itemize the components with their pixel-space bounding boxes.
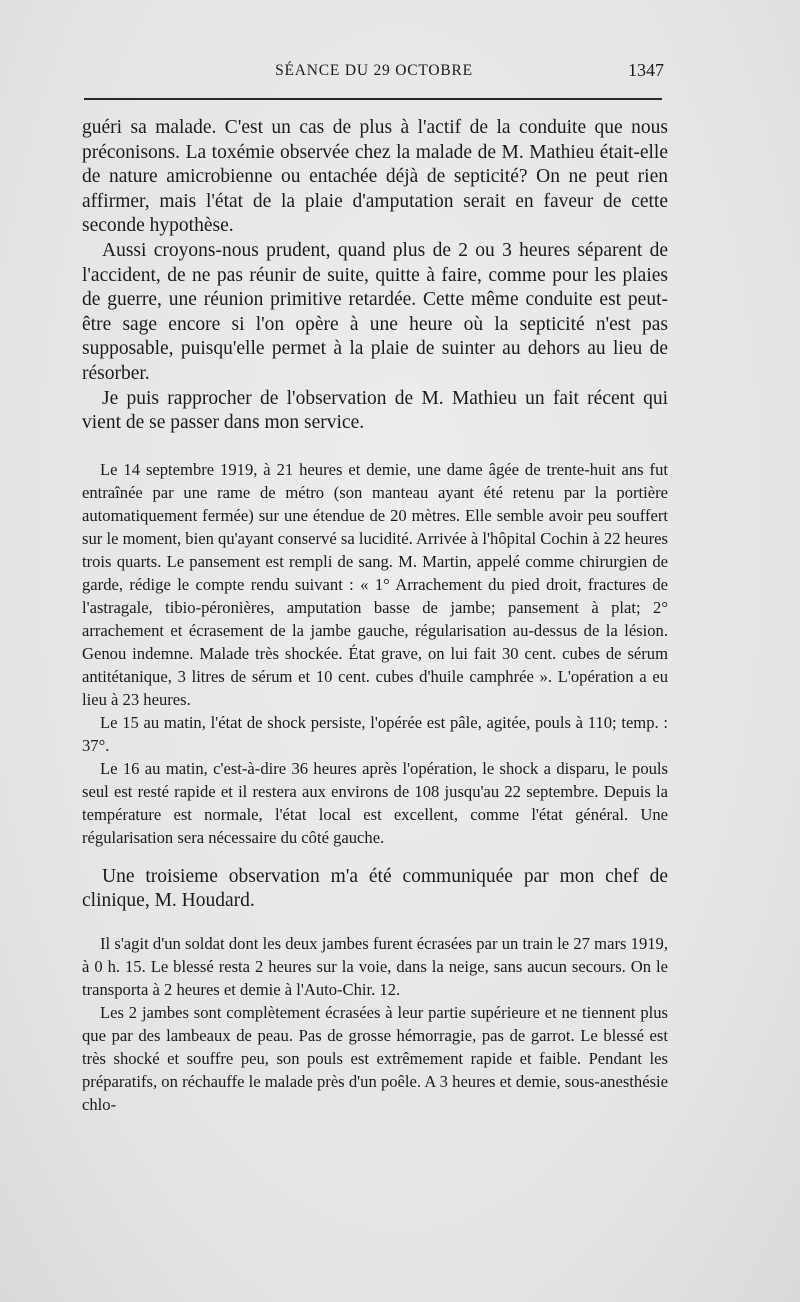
section-gap (82, 436, 668, 458)
body-text (82, 116, 668, 1116)
paragraph-rapprochement: Je puis rapprocher de l'observation de M. Mathieu un fait récent qui vient de se passer dans mon service. (82, 387, 668, 434)
running-title: SÉANCE DU 29 OCTOBRE (275, 62, 473, 79)
page-number: 1347 (628, 60, 664, 80)
case-report-paragraph: Le 16 au matin, c'est-à-dire 36 heures après l'opération, le shock a disparu, le pouls seul est resté rapide et il restera aux environs de 108 jusqu'au 22 septembre. Depuis la température est normale, l'état local est excellent, comme l'état général. Une régularisation sera nécessaire du côté gauche. (82, 758, 668, 847)
section-gap (82, 849, 668, 865)
header-rule (84, 98, 662, 100)
page-header (84, 58, 664, 88)
paragraph-prudence: Aussi croyons-nous prudent, quand plus de 2 ou 3 heures séparent de l'accident, de ne pas réunir de suite, quitte à faire, comme pour les plaies de guerre, une réunion primitive retardée. Cette même conduite est peut-être sage encore si l'on opère à une heure où la septicité n'est pas supposable, puisqu'elle permet à la plaie de suinter au dehors au lieu de résorber. (82, 239, 668, 384)
case-report-paragraph: Les 2 jambes sont complètement écrasées à leur partie supérieure et ne tiennent plus que par des lambeaux de peau. Pas de grosse hémorragie, pas de garrot. Le blessé est très shocké et souffre peu, son pouls est extrêmement rapide et faible. Pendant les préparatifs, on réchauffe le malade près d'un poêle. A 3 heures et demie, sous-anesthésie chlo- (82, 1002, 668, 1114)
paragraph-continuation: guéri sa malade. C'est un cas de plus à l'actif de la conduite que nous préconisons. La toxémie observée chez la malade de M. Mathieu était-elle de nature amicrobienne ou entachée déjà de septicité? On ne peut rien affirmer, mais l'état de la plaie d'amputation serait en faveur de cette seconde hypothèse. (82, 117, 668, 237)
paragraph-third-observation: Une troisieme observation m'a été communiquée par mon chef de clinique, M. Houdard. (82, 865, 668, 912)
case-report-paragraph: Le 15 au matin, l'état de shock persiste, l'opérée est pâle, agitée, pouls à 110; temp. : 37°. (82, 712, 668, 755)
case-report-paragraph: Le 14 septembre 1919, à 21 heures et demie, une dame âgée de trente-huit ans fut entraînée par une rame de métro (son manteau ayant été retenu par la portière automatiquement fermée) sur une étendue de 20 mètres. Elle semble avoir peu souffert sur le moment, bien qu'ayant conservé sa lucidité. Arrivée à l'hôpital Cochin à 22 heures trois quarts. Le pansement est rempli de sang. M. Martin, appelé comme chirurgien de garde, rédige le compte rendu suivant : « 1° Arrachement du pied droit, fractures de l'astragale, tibio-péronières, amputation basse de jambe; pansement à plat; 2° arrachement et écrasement de la jambe gauche, régularisation au-dessus de la lésion. Genou indemne. Malade très shockée. État grave, on lui fait 30 cent. cubes de sérum antitétanique, 3 litres de sérum et 10 cent. cubes d'huile camphrée ». L'opération a eu lieu à 23 heures. (82, 459, 668, 709)
case-report-paragraph: Il s'agit d'un soldat dont les deux jambes furent écrasées par un train le 27 mars 1919, à 0 h. 15. Le blessé resta 2 heures sur la voie, dans la neige, sans aucun secours. On le transporta à 2 heures et demie à l'Auto-Chir. 12. (82, 933, 668, 999)
section-gap (82, 914, 668, 932)
